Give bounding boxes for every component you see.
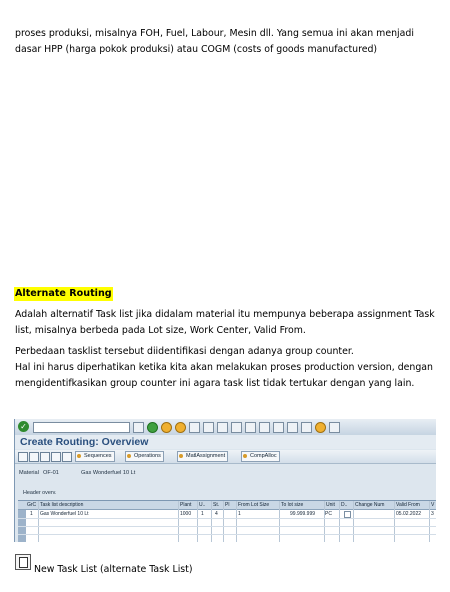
shortcut-icon[interactable] [301, 422, 312, 433]
section-heading: Alternate Routing [15, 288, 112, 299]
col-plant[interactable]: Plant [180, 502, 192, 508]
task-list-table [18, 500, 436, 542]
back-icon[interactable] [147, 422, 158, 433]
toolbar-icons [133, 422, 340, 433]
row-grc[interactable]: 1 [30, 511, 33, 517]
new-entries-icon[interactable] [62, 452, 72, 462]
col-to-lot-size[interactable]: To lot size [281, 502, 304, 508]
prev-page-icon[interactable] [245, 422, 256, 433]
screen-title: Create Routing: Overview [20, 436, 149, 448]
sap-standard-toolbar [15, 419, 436, 436]
grid-line [353, 501, 354, 542]
row-v[interactable]: 3 [431, 511, 434, 517]
header-overview-label: Header overv. [23, 490, 57, 496]
row-plant[interactable]: 1000 [180, 511, 192, 517]
row-unit[interactable]: PC [325, 511, 332, 517]
detail-icon[interactable] [29, 452, 39, 462]
row-from-lot-size[interactable]: 1 [238, 511, 241, 517]
first-page-icon[interactable] [231, 422, 242, 433]
save-icon[interactable] [133, 422, 144, 433]
grid-line [223, 501, 224, 542]
delete-icon[interactable] [40, 452, 50, 462]
find-next-icon[interactable] [217, 422, 228, 433]
grid-line [394, 501, 395, 542]
last-page-icon[interactable] [273, 422, 284, 433]
group-counter-paragraph: Perbedaan tasklist tersebut diidentifikasi dengan adanya group counter. [15, 346, 354, 357]
enter-icon[interactable]: ✓ [18, 421, 29, 432]
row-valid-from[interactable]: 05.02.2022 [396, 511, 422, 517]
cancel-icon[interactable] [175, 422, 186, 433]
command-field[interactable] [33, 422, 130, 433]
print-icon[interactable] [189, 422, 200, 433]
grid-line [178, 501, 179, 542]
row-usage[interactable]: 1 [201, 511, 204, 517]
grid-line [197, 501, 198, 542]
grid-line [18, 518, 436, 519]
material-description: Gas Wonderfuel 10 Lt [81, 470, 136, 476]
matl-assignment-button[interactable]: MatlAssignment [177, 451, 228, 462]
row-to-lot-size[interactable]: 99.999.999 [290, 511, 316, 517]
col-valid-from[interactable]: Valid From [396, 502, 420, 508]
grid-line [324, 501, 325, 542]
sequences-button[interactable]: Sequences [75, 451, 115, 462]
grid-line [279, 501, 280, 542]
row-status[interactable]: 4 [215, 511, 218, 517]
exit-icon[interactable] [161, 422, 172, 433]
find-icon[interactable] [203, 422, 214, 433]
material-value: OF-01 [43, 470, 59, 476]
row-deletion-checkbox[interactable] [344, 511, 351, 518]
col-unit[interactable]: Unit [326, 502, 335, 508]
intro-paragraph: proses produksi, misalnya FOH, Fuel, Labour, Mesin dll. Yang semua ini akan menjadi dasar HPP (harga pokok produksi) atau COGM (costs of goods manufactured) [15, 28, 414, 55]
header-icon[interactable] [18, 452, 28, 462]
new-document-icon [15, 554, 31, 570]
col-usage[interactable]: U.. [199, 502, 206, 508]
col-description[interactable]: Task list description [40, 502, 84, 508]
grid-line [38, 501, 39, 542]
grid-line [339, 501, 340, 542]
col-planner[interactable]: Pl [225, 502, 230, 508]
col-status[interactable]: St. [213, 502, 220, 508]
material-label: Material [19, 470, 39, 476]
production-version-paragraph: Hal ini harus diperhatikan ketika kita akan melakukan proses production version, dengan mengidentifkasikan group counter ini agara task list tidak tertukar dengan yang lain. [15, 362, 433, 389]
col-deletion[interactable]: D.. [341, 502, 348, 508]
col-grc[interactable]: GrC [27, 502, 37, 508]
layout-icon[interactable] [329, 422, 340, 433]
new-session-icon[interactable] [287, 422, 298, 433]
grid-line [18, 526, 436, 527]
col-from-lot-size[interactable]: From Lot Size [238, 502, 270, 508]
select-all-icon[interactable] [51, 452, 61, 462]
grid-line [211, 501, 212, 542]
grid-line [429, 501, 430, 542]
alternate-routing-definition: Adalah alternatif Task list jika didalam material itu mempunya beberapa assignment Task list, misalnya berbeda pada Lot size, Work Center, Valid From. [15, 309, 435, 336]
operations-button[interactable]: Operations [125, 451, 164, 462]
row-description[interactable]: Gas Wonderfuel 10 Lt [40, 511, 89, 517]
col-change-number[interactable]: Change Num [355, 502, 385, 508]
sap-routing-screenshot [14, 419, 436, 542]
figure-caption: New Task List (alternate Task List) [34, 564, 193, 575]
col-v[interactable]: V [431, 502, 435, 508]
grid-line [236, 501, 237, 542]
help-icon[interactable] [315, 422, 326, 433]
comp-alloc-button[interactable]: CompAlloc [241, 451, 280, 462]
next-page-icon[interactable] [259, 422, 270, 433]
grid-line [18, 534, 436, 535]
application-toolbar [15, 450, 436, 464]
